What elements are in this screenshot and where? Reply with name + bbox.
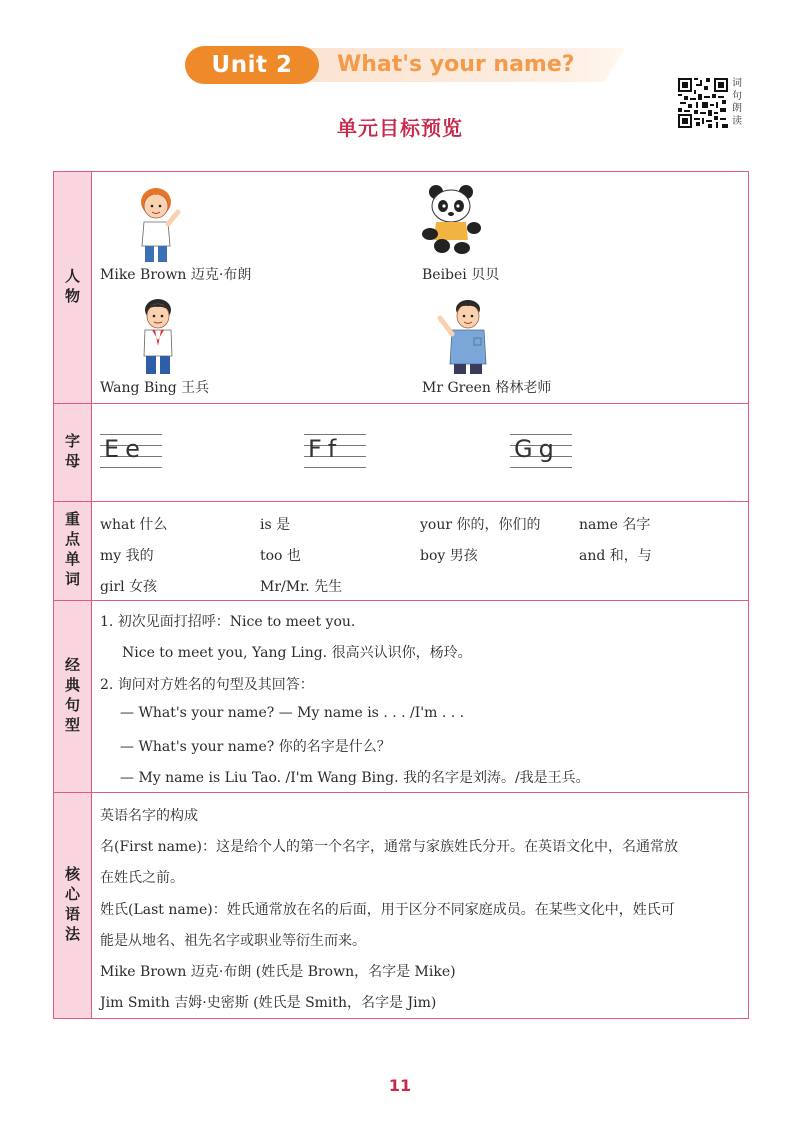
- grammar-line: 英语名字的构成: [100, 808, 198, 824]
- vocab-word: name 名字: [579, 517, 651, 533]
- sentence-line: 1. 初次见面打招呼：Nice to meet you.: [100, 614, 356, 630]
- grammar-line: 姓氏(Last name)：姓氏通常放在名的后面，用于区分不同家庭成员。在某些文化中，姓氏可: [100, 902, 675, 918]
- grammar-line: Jim Smith 吉姆·史密斯 (姓氏是 Smith，名字是 Jim): [100, 995, 437, 1011]
- letter-pair: Gg: [514, 435, 560, 463]
- character-caption: Wang Bing 王兵: [100, 380, 210, 396]
- unit-banner: [185, 42, 625, 88]
- grammar-line: Mike Brown 迈克·布朗 (姓氏是 Brown，名字是 Mike): [100, 964, 456, 980]
- row-label: 重点单词: [54, 502, 92, 600]
- character-caption: Mike Brown 迈克·布朗: [100, 267, 252, 283]
- mike-brown-illustration: [132, 182, 184, 264]
- vocab-word: what 什么: [100, 517, 168, 533]
- qr-label: 词句朗读: [732, 78, 742, 127]
- sentence-line: — What's your name? — My name is . . . /I'm . . .: [120, 705, 465, 721]
- section-heading: 单元目标预览: [337, 116, 463, 140]
- characters-row: [54, 172, 748, 403]
- unit-label: Unit 2: [185, 46, 319, 84]
- vocab-word: is 是: [260, 517, 291, 533]
- letter-pair: Ff: [308, 435, 343, 463]
- vocab-word: girl 女孩: [100, 579, 158, 595]
- grammar-line: 能是从地名、祖先名字或职业等衍生而来。: [100, 933, 366, 949]
- vocab-word: my 我的: [100, 548, 154, 564]
- sentence-line: Nice to meet you, Yang Ling. 很高兴认识你，杨玲。: [122, 645, 472, 661]
- sentence-line: — What's your name? 你的名字是什么？: [120, 739, 391, 755]
- grammar-line: 名(First name)：这是给个人的第一个名字，通常与家族姓氏分开。在英语文化中，名通常放: [100, 839, 678, 855]
- mr-green-illustration: [434, 294, 500, 376]
- vocab-word: boy 男孩: [420, 548, 478, 564]
- letters-row: [54, 403, 748, 501]
- vocabulary-row: [54, 501, 748, 600]
- vocab-word: your 你的，你们的: [420, 517, 541, 533]
- grammar-row: [54, 792, 748, 1018]
- character-caption: Beibei 贝贝: [422, 267, 500, 283]
- vocab-word: and 和，与: [579, 548, 652, 564]
- sentences-row: [54, 600, 748, 792]
- beibei-panda-illustration: [420, 184, 484, 256]
- letter-pair: Ee: [104, 435, 146, 463]
- row-label: 经典句型: [54, 601, 92, 792]
- vocab-word: too 也: [260, 548, 301, 564]
- sentence-line: — My name is Liu Tao. /I'm Wang Bing. 我的名字是刘涛。/我是王兵。: [120, 770, 590, 786]
- row-label: 核心语法: [54, 793, 92, 1018]
- page-number: 11: [388, 1076, 412, 1095]
- unit-title: What's your name?: [337, 52, 575, 77]
- sentence-line: 2. 询问对方姓名的句型及其回答：: [100, 677, 314, 693]
- character-caption: Mr Green 格林老师: [422, 380, 552, 396]
- vocab-word: Mr/Mr. 先生: [260, 579, 343, 595]
- unit-overview-table: [53, 171, 749, 1019]
- row-label: 人物: [54, 172, 92, 403]
- grammar-line: 在姓氏之前。: [100, 870, 184, 886]
- wang-bing-illustration: [132, 294, 184, 376]
- row-label: 字母: [54, 404, 92, 501]
